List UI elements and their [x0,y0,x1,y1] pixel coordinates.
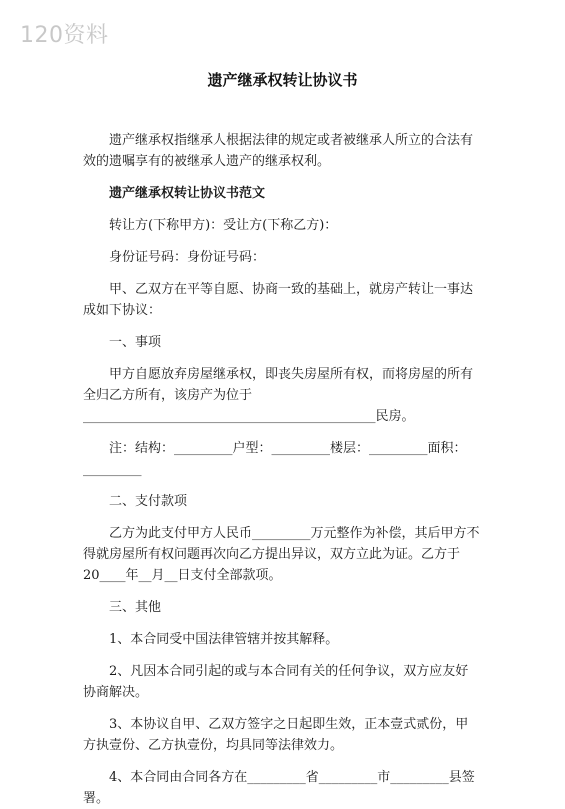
clause-3: 3、本协议自甲、乙双方签字之日起即生效，正本壹式贰份，甲方执壹份、乙方执壹份，均具同等法律效力。 [83,717,469,753]
section-1-note: 注：结构：_________户型：_________楼层：_________面积：_________ [83,441,467,477]
section-2-heading: 二、支付款项 [109,494,188,509]
section-1-blank-line: _____________________________________________民房。 [83,409,415,424]
document-title: 遗产继承权转让协议书 [207,71,358,89]
intro-paragraph: 遗产继承权指继承人根据法律的规定或者被继承人所立的合法有效的遗嘱享有的被继承人遗产的继承权利。 [83,133,474,169]
section-3-heading: 三、其他 [109,600,162,615]
clause-4: 4、本合同由合同各方在_________省_________市_________县签署。 [83,770,475,806]
clause-2: 2、凡因本合同引起的或与本合同有关的任何争议，双方应友好协商解决。 [83,664,469,700]
agreement-paragraph: 甲、乙双方在平等自愿、协商一致的基础上，就房产转让一事达成如下协议： [83,282,474,318]
section-2-body: 乙方为此支付甲方人民币_________万元整作为补偿，其后甲方不得就房屋所有权问题再次向乙方提出异议，双方立此为证。乙方于20____年__月__日支付全部款项。 [83,526,480,583]
document-body [83,130,481,809]
watermark: 120资料 [20,23,109,48]
section-1-body: 甲方自愿放弃房屋继承权，即丧失房屋所有权，而将房屋的所有全归乙方所有，该房产为位于 [83,367,474,403]
parties-line: 转让方(下称甲方)：受让方(下称乙方)： [109,218,338,233]
clause-1: 1、本合同受中国法律管辖并按其解释。 [109,632,339,647]
section-1-heading: 一、事项 [109,335,162,350]
id-numbers-line: 身份证号码：身份证号码： [109,250,266,265]
template-heading: 遗产继承权转让协议书范文 [109,186,266,201]
